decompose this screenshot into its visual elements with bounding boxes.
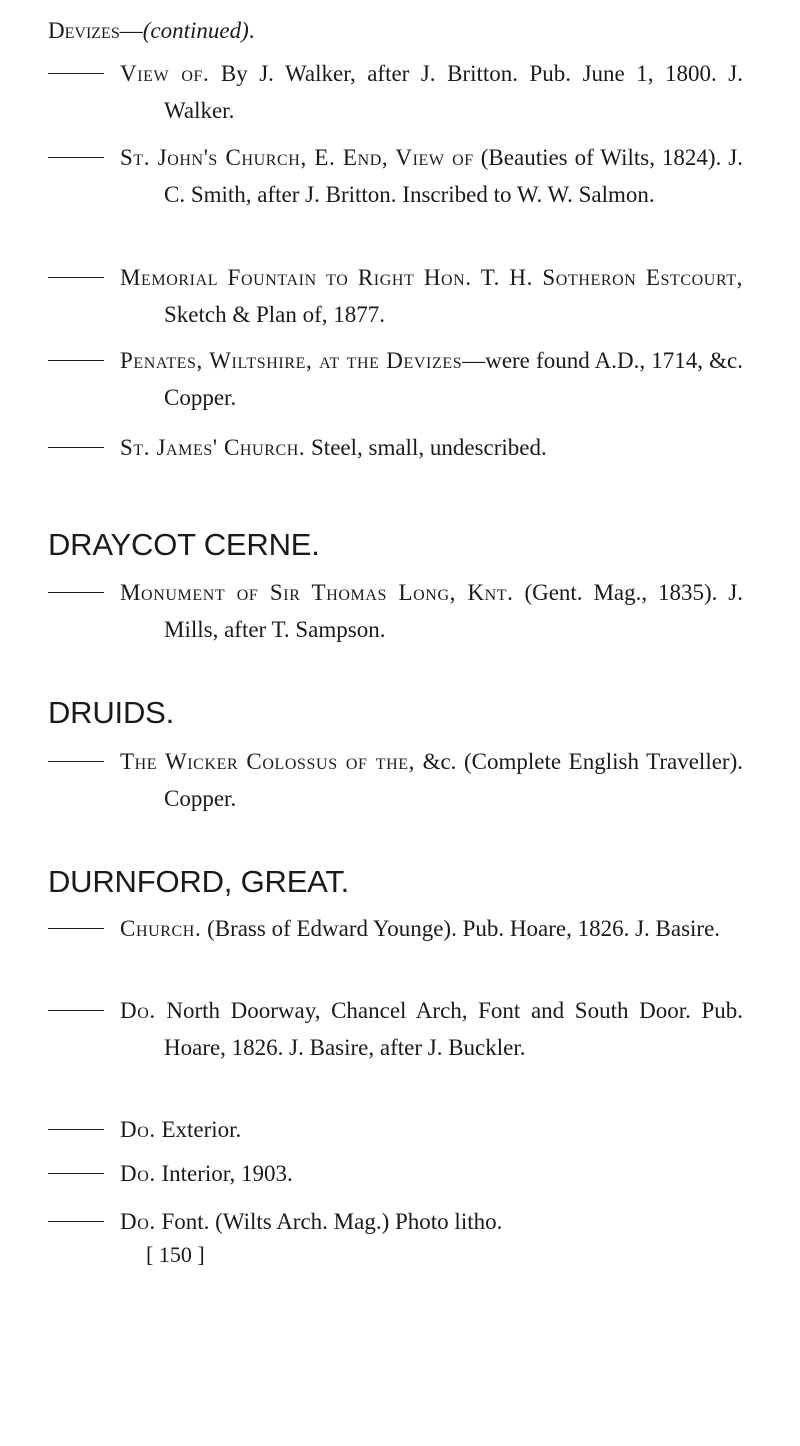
continued-place-name: Devizes <box>48 18 120 43</box>
entry-details: (Gent. Mag., 1835). J. Mills, after T. Sampson. <box>164 580 744 642</box>
entry-title: Church. <box>120 916 202 941</box>
continued-separator: — <box>119 18 143 43</box>
entry-dash <box>48 277 104 278</box>
entry-title: Monument of Sir Thomas Long, Knt. <box>120 580 514 605</box>
entry-dash <box>48 592 104 593</box>
entry-title: View of. <box>120 61 210 86</box>
entry-draycot-monument <box>48 574 743 648</box>
entry-dash <box>48 157 104 158</box>
continued-note: (continued) <box>142 18 249 43</box>
entry-durnford-exterior <box>48 1111 743 1148</box>
entry-durnford-church-brass <box>48 910 743 947</box>
continued-header <box>48 16 748 46</box>
entry-details: North Doorway, Chancel Arch, Font and South Door. Pub. Hoare, 1826. J. Basire, after J. Buckler. <box>155 998 743 1060</box>
entry-details: By J. Walker, after J. Britton. Pub. June 1, 1800. J. Walker. <box>164 61 743 123</box>
entry-dash <box>48 1010 104 1011</box>
entry-details: Font. (Wilts Arch. Mag.) Photo litho. <box>155 1209 503 1234</box>
entry-title: Do. <box>120 1117 156 1142</box>
entry-dash <box>48 1221 104 1222</box>
section-heading-draycot-cerne: DRAYCOT CERNE. <box>48 527 320 562</box>
entry-durnford-north-doorway <box>48 992 743 1066</box>
entry-details: (Brass of Edward Younge). Pub. Hoare, 1826. J. Basire. <box>201 916 721 941</box>
entry-details: Sketch & Plan of, 1877. <box>164 302 386 327</box>
page-number: [ 150 ] <box>146 1242 205 1267</box>
entry-title: Penates, Wiltshire, at the Devizes <box>120 348 463 373</box>
entry-devizes-view <box>48 55 743 129</box>
entry-devizes-st-james-church <box>48 429 743 466</box>
entry-title: The Wicker Colossus of the, <box>120 749 415 774</box>
entry-details: Exterior. <box>155 1117 242 1142</box>
entry-title: Do. <box>120 998 156 1023</box>
entry-details: (Beauties of Wilts, 1824). J. C. Smith, after J. Britton. Inscribed to W. W. Salmon. <box>164 145 743 207</box>
entry-devizes-st-johns-church <box>48 139 743 213</box>
entry-details: Steel, small, undescribed. <box>305 435 547 460</box>
entry-durnford-font <box>48 1203 743 1240</box>
entry-details: —were found A.D., 1714, &c. Copper. <box>164 348 743 410</box>
entry-dash <box>48 1129 104 1130</box>
entry-dash <box>48 1173 104 1174</box>
entry-details: &c. (Complete English Traveller). Copper. <box>164 749 743 811</box>
entry-dash <box>48 360 104 361</box>
entry-title: Memorial Fountain to Right Hon. T. H. Sotheron Estcourt, <box>120 265 743 290</box>
entry-title: St. John's Church, E. End, View of <box>120 145 474 170</box>
continued-period: . <box>248 18 255 43</box>
entry-devizes-penates <box>48 342 743 416</box>
entry-title: Do. <box>120 1209 156 1234</box>
entry-dash <box>48 73 104 74</box>
entry-durnford-interior <box>48 1155 743 1192</box>
entry-dash <box>48 761 104 762</box>
section-heading-druids: DRUIDS. <box>48 695 175 730</box>
entry-druids-wicker-colossus <box>48 743 743 817</box>
section-heading-durnford-great: DURNFORD, GREAT. <box>48 864 350 899</box>
entry-title: St. James' Church. <box>120 435 306 460</box>
entry-details: Interior, 1903. <box>155 1161 293 1186</box>
entry-dash <box>48 447 104 448</box>
entry-devizes-memorial-fountain <box>48 259 743 333</box>
entry-title: Do. <box>120 1161 156 1186</box>
entry-dash <box>48 928 104 929</box>
